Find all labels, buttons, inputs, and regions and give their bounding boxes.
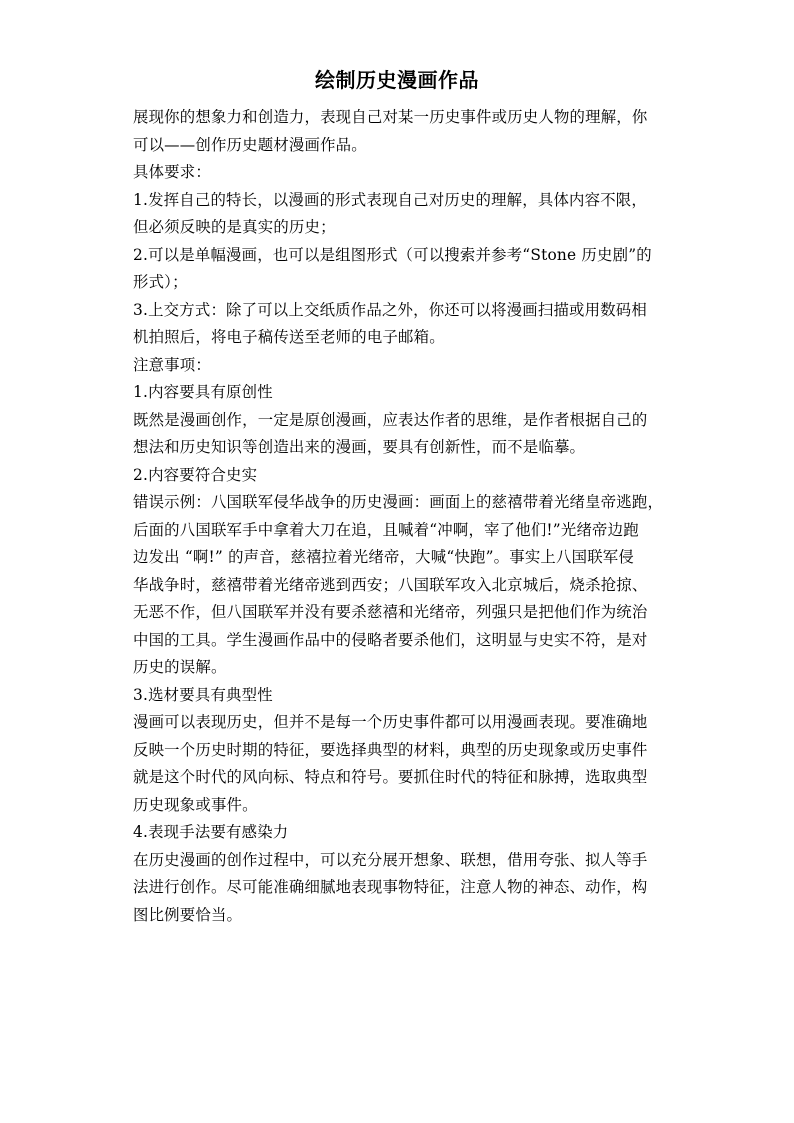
body-line: 漫画可以表现历史，但并不是每一个历史事件都可以用漫画表现。要准确地 <box>133 713 648 731</box>
body-line: 1.发挥自己的特长，以漫画的形式表现自己对历史的理解，具体内容不限， <box>133 190 647 209</box>
body-line: 想法和历史知识等创造出来的漫画，要具有创新性，而不是临摹。 <box>133 438 586 456</box>
document-body <box>133 104 678 929</box>
body-line: 后面的八国联军手中拿着大刀在追，且喊着“冲啊，宰了他们!”光绪帝边跑 <box>133 520 639 539</box>
section-heading-requirements: 具体要求： <box>133 163 211 181</box>
subheading-expressiveness: 4.表现手法要有感染力 <box>133 823 289 841</box>
document-title: 绘制历史漫画作品 <box>315 68 479 92</box>
body-line: 无恶不作，但八国联军并没有要杀慈禧和光绪帝，列强只是把他们作为统治 <box>133 603 648 621</box>
body-line: 但必须反映的是真实的历史； <box>133 218 336 236</box>
body-line: 机拍照后，将电子稿传送至老师的电子邮箱。 <box>133 328 445 346</box>
body-line: 华战争时，慈禧带着光绪帝逃到西安；八国联军攻入北京城后，烧杀抢掠、 <box>133 575 648 594</box>
body-line: 在历史漫画的创作过程中，可以充分展开想象、联想，借用夸张、拟人等手 <box>133 850 648 869</box>
body-line: 形式）； <box>133 273 188 291</box>
body-line: 图比例要恰当。 <box>133 905 243 924</box>
body-line: 错误示例：八国联军侵华战争的历史漫画：画面上的慈禧带着光绪皇帝逃跑， <box>133 493 664 511</box>
body-line: 就是这个时代的风向标、特点和符号。要抓住时代的特征和脉搏，选取典型 <box>133 768 648 786</box>
body-line: 可以——创作历史题材漫画作品。 <box>133 135 367 154</box>
subheading-typicality: 3.选材要具有典型性 <box>133 685 273 704</box>
body-line: 历史现象或事件。 <box>133 795 258 814</box>
body-line: 法进行创作。尽可能准确细腻地表现事物特征，注意人物的神态、动作，构 <box>133 878 648 896</box>
body-line: 中国的工具。学生漫画作品中的侵略者要杀他们，这明显与史实不符，是对 <box>133 630 648 649</box>
body-line: 2.可以是单幅漫画，也可以是组图形式（可以搜索并参考“Stone 历史剧”的 <box>133 245 652 264</box>
subheading-originality: 1.内容要具有原创性 <box>133 383 273 401</box>
body-line: 展现你的想象力和创造力，表现自己对某一历史事件或历史人物的理解，你 <box>133 108 648 126</box>
subheading-historical-accuracy: 2.内容要符合史实 <box>133 465 258 484</box>
body-line: 边发出 “啊!” 的声音，慈禧拉着光绪帝，大喊“快跑”。事实上八国联军侵 <box>133 548 634 566</box>
body-line: 既然是漫画创作，一定是原创漫画，应表达作者的思维，是作者根据自己的 <box>133 410 648 429</box>
body-line: 历史的误解。 <box>133 658 227 676</box>
body-line: 3.上交方式：除了可以上交纸质作品之外，你还可以将漫画扫描或用数码相 <box>133 300 647 319</box>
section-heading-notes: 注意事项： <box>133 355 211 374</box>
body-line: 反映一个历史时期的特征，要选择典型的材料，典型的历史现象或历史事件 <box>133 740 648 759</box>
